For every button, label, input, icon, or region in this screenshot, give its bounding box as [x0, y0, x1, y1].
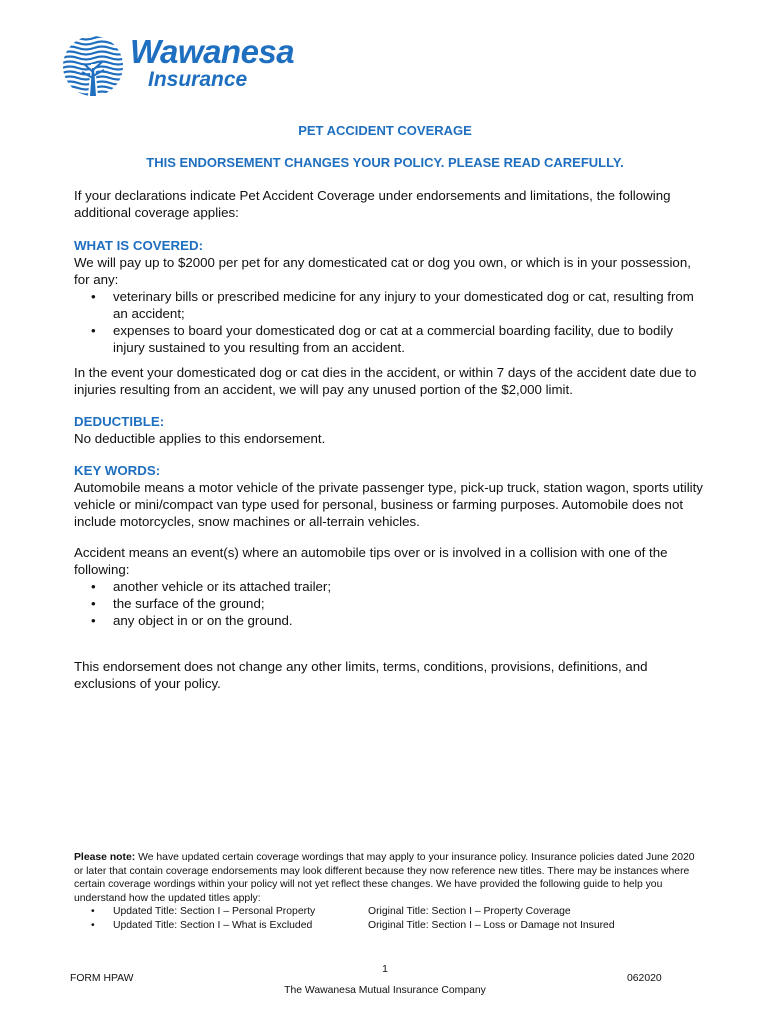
closing-paragraph [74, 658, 704, 692]
intro-paragraph [74, 187, 704, 221]
note-text: We have updated certain coverage wordings that may apply to your insurance policy. Insurance policies dated June 2020 or later that contain coverage endorsements may look different because they now reference new titles. There may be instances where certain coverage wordings within your policy will not yet reflect these changes. We have provided the following guide to help you understand how the updated titles apply: [74, 852, 695, 904]
death-paragraph [74, 364, 704, 398]
accident-section [74, 544, 704, 629]
covered-text: We will pay up to $2000 per pet for any domesticated cat or dog you own, or which is in your possession, for any: [74, 255, 691, 287]
bullet-text: the surface of the ground; [113, 596, 265, 611]
form-date-code: 062020 [627, 973, 662, 984]
logo-subtitle: Insurance [148, 68, 248, 91]
page-number: 1 [382, 964, 388, 975]
covered-section [74, 237, 704, 356]
closing-text: This endorsement does not change any other limits, terms, conditions, provisions, definitions, and exclusions of your policy. [74, 659, 648, 691]
list-item [74, 612, 704, 629]
logo-wordmark: Wawanesa [130, 33, 295, 70]
please-note-box [74, 851, 706, 932]
bullet-text: expenses to board your domesticated dog or cat at a commercial boarding facility, due to bodily injury sustained to you resulting from an accident. [113, 323, 674, 355]
accident-definition: Accident means an event(s) where an automobile tips over or is involved in a collision with one of the following: [74, 545, 668, 577]
list-item [74, 905, 706, 919]
covered-bullet-list [74, 288, 704, 356]
updated-title: Updated Title: Section I – Personal Property [113, 906, 316, 917]
automobile-definition: Automobile means a motor vehicle of the private passenger type, pick-up truck, station wagon, sports utility vehicle or mini/compact van type used for personal, business or farming purposes. Automobile does not include motorcycles, snow machines or all-terrain vehicles. [74, 480, 703, 529]
covered-heading: WHAT IS COVERED: [74, 238, 204, 253]
list-item [74, 578, 704, 595]
bullet-text: veterinary bills or prescribed medicine for any injury to your domesticated dog or cat, resulting from an accident; [113, 289, 694, 321]
list-item [74, 288, 704, 322]
note-label: Please note: [74, 852, 136, 863]
list-item [74, 919, 706, 933]
bullet-icon: • [91, 906, 95, 917]
bullet-icon: • [91, 579, 96, 594]
deductible-text: No deductible applies to this endorsement. [74, 431, 326, 446]
bullet-icon: • [91, 613, 96, 628]
original-title: Original Title: Section I – Property Coverage [368, 906, 571, 917]
deductible-heading: DEDUCTIBLE: [74, 414, 165, 429]
intro-text: If your declarations indicate Pet Accident Coverage under endorsements and limitations, the following additional coverage applies: [74, 188, 671, 220]
list-item [74, 595, 704, 612]
document-subtitle: THIS ENDORSEMENT CHANGES YOUR POLICY. PLEASE READ CAREFULLY. [146, 155, 624, 170]
key-words-section [74, 462, 704, 530]
form-number: FORM HPAW [70, 973, 134, 984]
bullet-text: any object in or on the ground. [113, 613, 293, 628]
death-text: In the event your domesticated dog or cat dies in the accident, or within 7 days of the accident date due to injuries resulting from an accident, we will pay any unused portion of the $2,000 limit. [74, 365, 697, 397]
wawanesa-logo [62, 30, 295, 100]
bullet-icon: • [91, 289, 96, 304]
bullet-icon: • [91, 596, 96, 611]
bullet-icon: • [91, 323, 96, 338]
title-mapping-list [74, 905, 706, 932]
bullet-text: another vehicle or its attached trailer; [113, 579, 332, 594]
original-title: Original Title: Section I – Loss or Damage not Insured [368, 919, 615, 931]
deductible-section [74, 413, 704, 447]
key-words-heading: KEY WORDS: [74, 463, 161, 478]
list-item [74, 322, 704, 356]
company-name: The Wawanesa Mutual Insurance Company [284, 985, 486, 996]
document-title: PET ACCIDENT COVERAGE [298, 123, 472, 138]
updated-title: Updated Title: Section I – What is Excluded [113, 919, 313, 931]
bullet-icon: • [91, 919, 95, 931]
accident-bullet-list [74, 578, 704, 629]
tree-logo-icon [62, 34, 124, 98]
